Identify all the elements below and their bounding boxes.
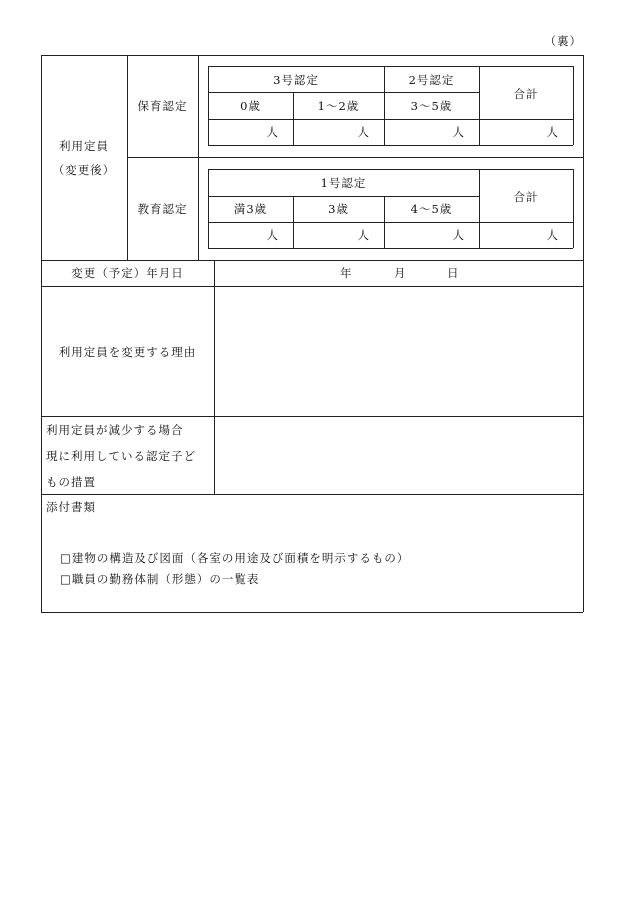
kyoiku-age-4-5: 4～5歳	[410, 202, 453, 216]
hoiku-label: 保育認定	[137, 99, 188, 113]
kyoiku-group1-header: 1号認定	[320, 176, 367, 190]
kyoiku-age-full3: 満3歳	[233, 202, 268, 216]
attachments-label: 添付書類	[46, 500, 96, 514]
reason-label: 利用定員を変更する理由	[58, 345, 197, 359]
hoiku-unit-0: 人	[266, 125, 279, 139]
attachment-item[interactable]: □建物の構造及び図面（各室の用途及び面積を明示するもの）	[60, 551, 410, 565]
kyoiku-unit-2: 人	[452, 228, 465, 242]
change-date-day: 日	[447, 266, 460, 280]
capacity-label: 利用定員	[59, 139, 109, 153]
attachment-item[interactable]: □職員の勤務体制（形態）の一覧表	[60, 572, 260, 586]
hoiku-unit-2: 人	[452, 125, 465, 139]
hoiku-total-header: 合計	[513, 87, 539, 101]
kyoiku-unit-total: 人	[546, 228, 559, 242]
change-date-year: 年	[340, 266, 353, 280]
page-note: （裏）	[544, 34, 582, 48]
reason-field[interactable]	[215, 287, 582, 415]
change-date-month: 月	[394, 266, 407, 280]
decrease-label-line3: もの措置	[46, 475, 96, 489]
kyoiku-unit-1: 人	[357, 228, 370, 242]
kyoiku-total-header: 合計	[513, 190, 539, 204]
hoiku-age-1-2: 1～2歳	[317, 99, 360, 113]
change-date-label: 変更（予定）年月日	[71, 266, 184, 280]
hoiku-group2-header: 2号認定	[408, 73, 455, 87]
decrease-label-line1: 利用定員が減少する場合	[46, 423, 184, 437]
capacity-sublabel: （変更後）	[52, 163, 116, 177]
hoiku-unit-total: 人	[546, 125, 559, 139]
hoiku-age-0: 0歳	[240, 99, 261, 113]
decrease-field[interactable]	[215, 417, 582, 493]
kyoiku-unit-0: 人	[266, 228, 279, 242]
hoiku-unit-1: 人	[357, 125, 370, 139]
hoiku-age-3-5: 3～5歳	[410, 99, 453, 113]
decrease-label-line2: 現に利用している認定子ど	[46, 449, 196, 463]
kyoiku-age-3: 3歳	[328, 202, 349, 216]
hoiku-group3-header: 3号認定	[273, 73, 319, 87]
kyoiku-label: 教育認定	[137, 202, 188, 216]
